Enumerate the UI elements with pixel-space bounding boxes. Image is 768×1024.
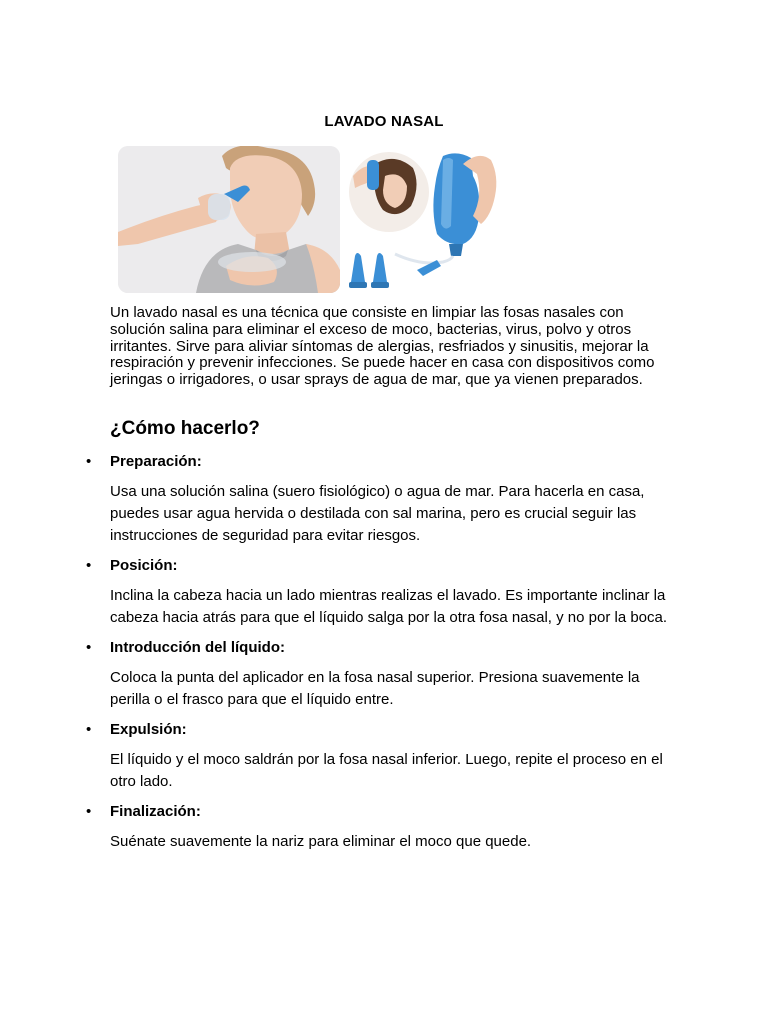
step-title <box>86 452 686 472</box>
step-title-text: Preparación: <box>110 453 202 470</box>
list-item <box>86 638 686 711</box>
steps-list <box>86 452 686 853</box>
step-title-text: Introducción del líquido: <box>110 639 285 656</box>
bullet-icon: • <box>86 453 92 470</box>
bullet-icon: • <box>86 803 92 820</box>
list-item <box>86 452 686 547</box>
step-title-text: Posición: <box>110 557 178 574</box>
photo-woman-nasal-wash <box>118 146 340 293</box>
list-item <box>86 720 686 793</box>
document-title: LAVADO NASAL <box>324 113 444 130</box>
list-item <box>86 556 686 629</box>
step-text: El líquido y el moco saldrán por la fosa nasal inferior. Luego, repite el proceso en el otro lado. <box>110 751 663 790</box>
step-title <box>86 802 686 822</box>
irrigator-kit-illustration <box>345 146 499 293</box>
photo-nasal-irrigator-kit <box>345 146 499 293</box>
step-title-text: Expulsión: <box>110 721 187 738</box>
step-text: Coloca la punta del aplicador en la fosa nasal superior. Presiona suavemente la perilla o el frasco para que el líquido entre. <box>110 669 640 708</box>
section-heading: ¿Cómo hacerlo? <box>110 418 260 439</box>
step-title <box>86 720 686 740</box>
bullet-icon: • <box>86 639 92 656</box>
list-item <box>86 802 686 853</box>
bullet-icon: • <box>86 721 92 738</box>
illustration-row <box>118 146 499 293</box>
step-text: Usa una solución salina (suero fisiológico) o agua de mar. Para hacerla en casa, puedes usar agua hervida o destilada con sal marina, pero es crucial seguir las instrucciones de seguridad para evitar riesgos. <box>110 483 645 544</box>
intro-paragraph: Un lavado nasal es una técnica que consiste en limpiar las fosas nasales con solución salina para eliminar el exceso de moco, bacterias, virus, polvo y otros irritantes. Sirve para aliviar síntomas de alergias, resfriados y sinusitis, mejorar la respiración y prevenir infecciones. Se puede hacer en casa con dispositivos como jeringas o irrigadores, o usar sprays de agua de mar, que ya vienen preparados. <box>110 304 655 389</box>
bullet-icon: • <box>86 557 92 574</box>
woman-nasal-wash-illustration <box>118 146 340 293</box>
step-text: Suénate suavemente la nariz para eliminar el moco que quede. <box>110 833 532 850</box>
step-title-text: Finalización: <box>110 803 201 820</box>
step-title <box>86 556 686 576</box>
step-title <box>86 638 686 658</box>
step-text: Inclina la cabeza hacia un lado mientras realizas el lavado. Es importante inclinar la cabeza hacia atrás para que el líquido salga por la otra fosa nasal, y no por la boca. <box>110 587 668 626</box>
